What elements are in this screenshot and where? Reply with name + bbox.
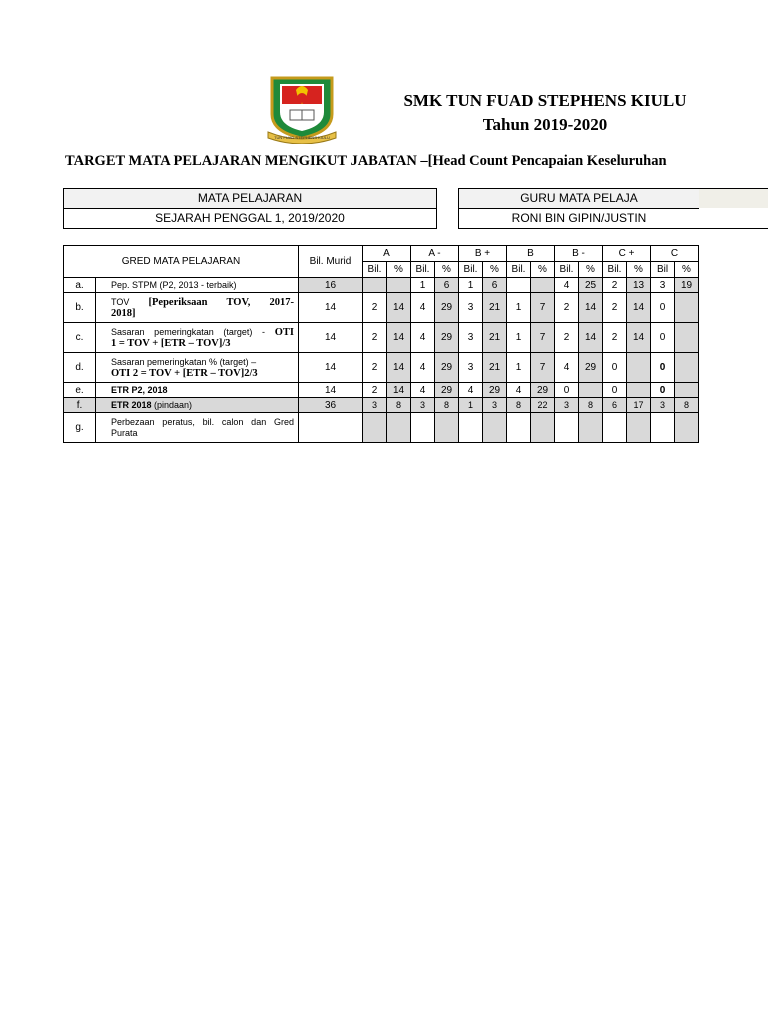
- table-cell: [627, 413, 651, 443]
- table-cell: 29: [435, 323, 459, 353]
- table-cell: 6: [435, 278, 459, 293]
- table-cell: 29: [531, 383, 555, 398]
- table-cell: 19: [675, 278, 699, 293]
- sub-header: %: [483, 262, 507, 278]
- table-cell: 21: [483, 293, 507, 323]
- table-cell: [363, 413, 387, 443]
- table-row: [64, 293, 699, 323]
- table-cell: 0: [651, 383, 675, 398]
- row-label-part: Sasaran pemeringkatan % (target) –: [111, 356, 257, 367]
- sub-header: %: [387, 262, 411, 278]
- table-cell: [483, 413, 507, 443]
- table-cell: 14: [627, 293, 651, 323]
- grade-target-table: [63, 245, 699, 443]
- table-cell: 14: [387, 323, 411, 353]
- table-cell: 3: [459, 323, 483, 353]
- subject-header: MATA PELAJARAN: [64, 189, 436, 209]
- sub-header: %: [675, 262, 699, 278]
- target-title: TARGET MATA PELAJARAN MENGIKUT JABATAN –[Head Count Pencapaian Keseluruhan: [65, 153, 667, 169]
- table-cell: [627, 383, 651, 398]
- row-code: g.: [64, 413, 96, 443]
- table-cell: 3: [459, 353, 483, 383]
- table-cell: [555, 413, 579, 443]
- table-cell: [387, 278, 411, 293]
- row-code: f.: [64, 398, 96, 413]
- student-count: 14: [299, 353, 363, 383]
- table-cell: 3: [363, 398, 387, 413]
- table-cell: [531, 413, 555, 443]
- sub-header: Bil.: [459, 262, 483, 278]
- table-cell: 1: [507, 293, 531, 323]
- table-cell: 2: [363, 323, 387, 353]
- table-cell: 0: [651, 353, 675, 383]
- table-cell: 4: [507, 383, 531, 398]
- sub-header: %: [435, 262, 459, 278]
- row-label-part: Purata: [111, 427, 138, 438]
- table-cell: 1: [507, 323, 531, 353]
- table-cell: 2: [555, 323, 579, 353]
- grade-header: A: [363, 246, 411, 262]
- table-cell: 2: [363, 383, 387, 398]
- school-header: [370, 89, 720, 137]
- table-cell: 4: [411, 293, 435, 323]
- table-cell: 4: [411, 323, 435, 353]
- row-code: b.: [64, 293, 96, 323]
- table-cell: 14: [387, 353, 411, 383]
- table-cell: 29: [435, 293, 459, 323]
- table-cell: 29: [579, 353, 603, 383]
- row-code: c.: [64, 323, 96, 353]
- row-label-part: Sasaran pemeringkatan (target) -: [111, 326, 266, 337]
- table-cell: 8: [675, 398, 699, 413]
- table-cell: [651, 413, 675, 443]
- table-cell: 14: [579, 293, 603, 323]
- table-cell: 7: [531, 293, 555, 323]
- table-cell: [675, 323, 699, 353]
- sub-header: Bil.: [555, 262, 579, 278]
- table-row: [64, 353, 699, 383]
- table-cell: 1: [459, 398, 483, 413]
- school-crest-logo: [266, 74, 338, 144]
- table-cell: 4: [411, 353, 435, 383]
- row-label-part: Perbezaan peratus, bil. calon dan Gred: [111, 416, 294, 427]
- table-cell: 17: [627, 398, 651, 413]
- table-cell: 8: [435, 398, 459, 413]
- table-cell: 0: [603, 383, 627, 398]
- sub-header: %: [531, 262, 555, 278]
- sub-header: %: [579, 262, 603, 278]
- table-cell: 3: [411, 398, 435, 413]
- sub-header: %: [627, 262, 651, 278]
- row-label-part: OTI 2 = TOV + [ETR – TOV]2/3: [111, 367, 258, 379]
- student-count: 14: [299, 383, 363, 398]
- table-cell: 21: [483, 353, 507, 383]
- teacher-header: GURU MATA PELAJA: [459, 189, 699, 209]
- table-cell: 3: [555, 398, 579, 413]
- table-cell: 6: [483, 278, 507, 293]
- table-cell: [411, 413, 435, 443]
- table-cell: 6: [603, 398, 627, 413]
- row-code: a.: [64, 278, 96, 293]
- row-label: [96, 293, 299, 323]
- table-cell: 3: [483, 398, 507, 413]
- subject-value: SEJARAH PENGGAL 1, 2019/2020: [155, 211, 345, 225]
- table-cell: [363, 278, 387, 293]
- table-cell: 25: [579, 278, 603, 293]
- sub-header: Bil.: [603, 262, 627, 278]
- table-row: [64, 413, 699, 443]
- student-count: 14: [299, 293, 363, 323]
- table-cell: [579, 413, 603, 443]
- teacher-header-extension: [699, 189, 768, 208]
- table-cell: 29: [435, 353, 459, 383]
- row-label: Pep. STPM (P2, 2013 - terbaik): [96, 278, 299, 293]
- table-cell: 4: [555, 353, 579, 383]
- row-label: ETR P2, 2018: [96, 383, 299, 398]
- row-label-part: 2018]: [111, 307, 136, 319]
- student-count: 36: [299, 398, 363, 413]
- table-cell: [507, 413, 531, 443]
- grade-header: A -: [411, 246, 459, 262]
- table-cell: 14: [579, 323, 603, 353]
- table-cell: 0: [555, 383, 579, 398]
- sub-header: Bil.: [507, 262, 531, 278]
- table-cell: [675, 353, 699, 383]
- table-cell: [387, 413, 411, 443]
- table-row: [64, 323, 699, 353]
- student-count-header: Bil. Murid: [299, 246, 363, 278]
- table-cell: 3: [651, 398, 675, 413]
- row-label-part: OTI: [274, 326, 294, 338]
- table-cell: [675, 413, 699, 443]
- table-cell: 8: [507, 398, 531, 413]
- table-cell: [459, 413, 483, 443]
- row-code: e.: [64, 383, 96, 398]
- sub-header: Bil.: [363, 262, 387, 278]
- table-cell: 8: [579, 398, 603, 413]
- row-label: [96, 413, 299, 443]
- row-code: d.: [64, 353, 96, 383]
- table-cell: 2: [555, 293, 579, 323]
- student-count: [299, 413, 363, 443]
- grade-header: B: [507, 246, 555, 262]
- teacher-value: RONI BIN GIPIN/JUSTIN: [511, 211, 647, 225]
- school-name: SMK TUN FUAD STEPHENS KIULU: [403, 91, 687, 110]
- table-row: [64, 398, 699, 413]
- table-cell: 0: [603, 353, 627, 383]
- table-cell: 2: [603, 293, 627, 323]
- school-year: Tahun 2019-2020: [482, 115, 608, 134]
- table-cell: 2: [363, 293, 387, 323]
- table-cell: [675, 383, 699, 398]
- table-row: [64, 278, 699, 293]
- table-cell: 22: [531, 398, 555, 413]
- table-cell: [603, 413, 627, 443]
- table-cell: [579, 383, 603, 398]
- row-label-part: TOV: [111, 296, 130, 307]
- table-cell: 2: [603, 323, 627, 353]
- table-cell: 0: [651, 323, 675, 353]
- table-cell: 1: [411, 278, 435, 293]
- row-label-part: 2017-: [269, 296, 294, 308]
- table-cell: 1: [459, 278, 483, 293]
- table-row: [64, 383, 699, 398]
- table-cell: [675, 293, 699, 323]
- student-count: 14: [299, 323, 363, 353]
- row-label-part: ETR 2018: [111, 399, 152, 410]
- sub-header: Bil.: [411, 262, 435, 278]
- grade-header: C +: [603, 246, 651, 262]
- table-cell: [435, 413, 459, 443]
- table-cell: 29: [435, 383, 459, 398]
- table-cell: 0: [651, 293, 675, 323]
- table-cell: 4: [411, 383, 435, 398]
- grade-subject-header: GRED MATA PELAJARAN: [64, 246, 299, 278]
- table-cell: [531, 278, 555, 293]
- table-cell: 3: [651, 278, 675, 293]
- table-cell: 1: [507, 353, 531, 383]
- table-cell: 14: [387, 383, 411, 398]
- row-label-part: 1 = TOV + [ETR – TOV]/3: [111, 337, 231, 349]
- table-cell: 7: [531, 353, 555, 383]
- table-cell: 14: [387, 293, 411, 323]
- row-label: [96, 323, 299, 353]
- table-cell: 4: [555, 278, 579, 293]
- grade-header: C: [651, 246, 699, 262]
- sub-header: Bil: [651, 262, 675, 278]
- teacher-box: [458, 188, 768, 229]
- table-header-row: [64, 246, 699, 262]
- row-label-part: [Peperiksaan TOV,: [148, 296, 251, 308]
- row-label-part: (pindaan): [151, 399, 193, 410]
- table-cell: 7: [531, 323, 555, 353]
- grade-header: B +: [459, 246, 507, 262]
- table-cell: 13: [627, 278, 651, 293]
- student-count: 16: [299, 278, 363, 293]
- table-cell: 2: [603, 278, 627, 293]
- table-cell: 8: [387, 398, 411, 413]
- table-cell: 29: [483, 383, 507, 398]
- table-cell: 3: [459, 293, 483, 323]
- table-cell: [627, 353, 651, 383]
- table-cell: [507, 278, 531, 293]
- table-cell: 2: [363, 353, 387, 383]
- subject-box: [63, 188, 437, 229]
- row-label: [96, 353, 299, 383]
- row-label: [96, 398, 299, 413]
- table-cell: 4: [459, 383, 483, 398]
- svg-text:TUN FUAD STEPHENS KIULU: TUN FUAD STEPHENS KIULU: [274, 135, 330, 140]
- table-cell: 14: [627, 323, 651, 353]
- grade-header: B -: [555, 246, 603, 262]
- table-cell: 21: [483, 323, 507, 353]
